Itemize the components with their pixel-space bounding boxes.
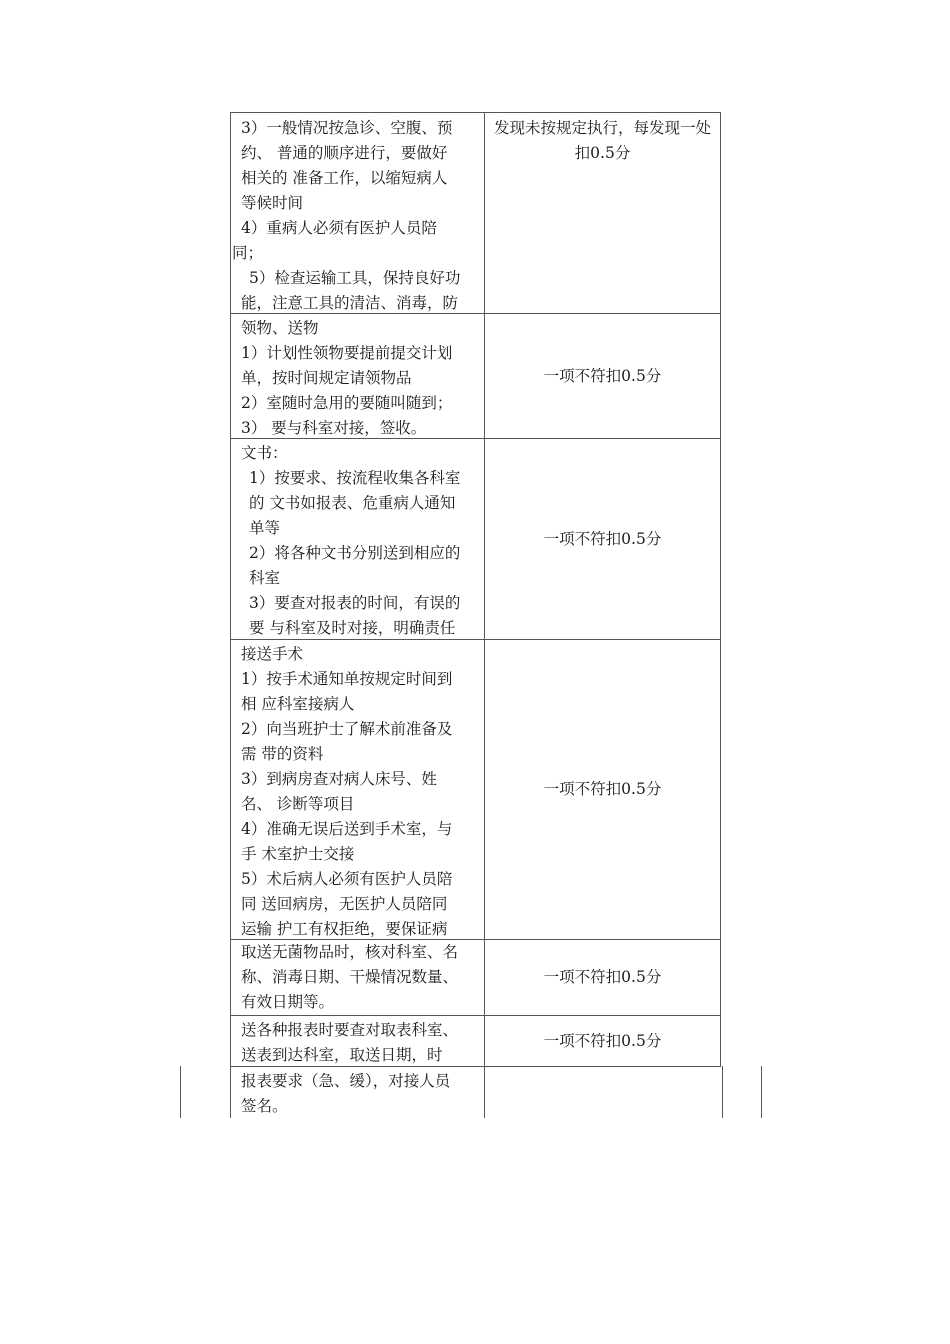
criteria-line: 取送无菌物品时，核对科室、名 bbox=[241, 943, 459, 961]
criteria-cell bbox=[231, 439, 485, 639]
table-row bbox=[230, 439, 721, 640]
deduction-cell bbox=[485, 1066, 722, 1118]
criteria-line: 2）室随时急用的要随叫随到； bbox=[241, 394, 453, 412]
criteria-cell bbox=[231, 1066, 485, 1118]
table-row bbox=[230, 314, 721, 439]
criteria-line: 4）重病人必须有医护人员陪 bbox=[241, 219, 437, 237]
table-row bbox=[230, 1016, 721, 1067]
criteria-line: 需 带的资料 bbox=[241, 745, 324, 763]
criteria-line: 有效日期等。 bbox=[241, 993, 335, 1011]
page-border-left bbox=[180, 1066, 181, 1118]
criteria-line: 同； bbox=[232, 244, 264, 262]
criteria-line: 要 与科室及时对接，明确责任 bbox=[249, 619, 456, 637]
criteria-line: 3）一般情况按急诊、空腹、预 bbox=[241, 119, 453, 137]
criteria-line: 1）计划性领物要提前提交计划 bbox=[241, 344, 453, 362]
criteria-line: 能，注意工具的清洁、消毒，防 bbox=[241, 294, 459, 312]
criteria-line: 2）向当班护士了解术前准备及 bbox=[241, 720, 453, 738]
criteria-line: 1）按手术通知单按规定时间到 bbox=[241, 670, 453, 688]
deduction-cell: 一项不符扣0.5分 bbox=[543, 968, 662, 986]
table-row bbox=[230, 640, 721, 940]
criteria-line: 3）到病房查对病人床号、姓 bbox=[241, 770, 437, 788]
table-row bbox=[230, 112, 721, 314]
criteria-cell bbox=[231, 113, 485, 313]
criteria-line: 文书： bbox=[241, 444, 288, 462]
criteria-line: 约、 普通的顺序进行，要做好 bbox=[241, 144, 448, 162]
criteria-cell bbox=[231, 640, 485, 939]
criteria-line: 的 文书如报表、危重病人通知 bbox=[249, 494, 456, 512]
criteria-line: 等候时间 bbox=[241, 194, 304, 212]
table-row bbox=[230, 940, 721, 1016]
criteria-line: 相关的 准备工作，以缩短病人 bbox=[241, 169, 448, 187]
deduction-cell: 一项不符扣0.5分 bbox=[543, 366, 662, 385]
criteria-line: 2）将各种文书分别送到相应的 bbox=[249, 544, 461, 562]
criteria-line: 接送手术 bbox=[241, 645, 304, 663]
page-border-right bbox=[761, 1066, 762, 1118]
criteria-line: 3）要查对报表的时间，有误的 bbox=[249, 594, 461, 612]
criteria-line: 同 送回病房，无医护人员陪同 bbox=[241, 895, 448, 913]
criteria-table bbox=[230, 112, 721, 1067]
criteria-line: 科室 bbox=[249, 569, 281, 587]
criteria-cell bbox=[231, 1016, 485, 1066]
criteria-line: 单等 bbox=[249, 519, 281, 537]
continuation-row bbox=[230, 1066, 723, 1118]
criteria-line: 5）术后病人必须有医护人员陪 bbox=[241, 870, 453, 888]
criteria-line: 称、消毒日期、干燥情况数量、 bbox=[241, 968, 459, 986]
criteria-line: 5）检查运输工具，保持良好功 bbox=[249, 269, 461, 287]
criteria-line: 名、 诊断等项目 bbox=[241, 795, 355, 813]
criteria-line: 相 应科室接病人 bbox=[241, 695, 355, 713]
criteria-line: 领物、送物 bbox=[241, 319, 319, 337]
criteria-line: 4）准确无误后送到手术室，与 bbox=[241, 820, 453, 838]
criteria-line: 签名。 bbox=[241, 1097, 288, 1115]
criteria-line: 送表到达科室，取送日期，时 bbox=[241, 1046, 443, 1064]
deduction-cell: 一项不符扣0.5分 bbox=[543, 1031, 662, 1050]
criteria-line: 运输 护工有权拒绝，要保证病 bbox=[241, 920, 448, 938]
criteria-line: 手 术室护士交接 bbox=[241, 845, 355, 863]
deduction-cell: 一项不符扣0.5分 bbox=[543, 780, 662, 798]
deduction-cell: 发现未按规定执行，每发现一处扣0.5分 bbox=[493, 119, 711, 162]
criteria-line: 单，按时间规定请领物品 bbox=[241, 369, 412, 387]
criteria-line: 1）按要求、按流程收集各科室 bbox=[249, 469, 461, 487]
criteria-line: 3） 要与科室对接，签收。 bbox=[241, 419, 427, 437]
criteria-line: 报表要求（急、缓），对接人员 bbox=[241, 1072, 451, 1090]
deduction-cell: 一项不符扣0.5分 bbox=[543, 529, 662, 548]
criteria-line: 送各种报表时要查对取表科室、 bbox=[241, 1021, 459, 1039]
criteria-cell bbox=[231, 940, 485, 1015]
criteria-cell bbox=[231, 314, 485, 438]
